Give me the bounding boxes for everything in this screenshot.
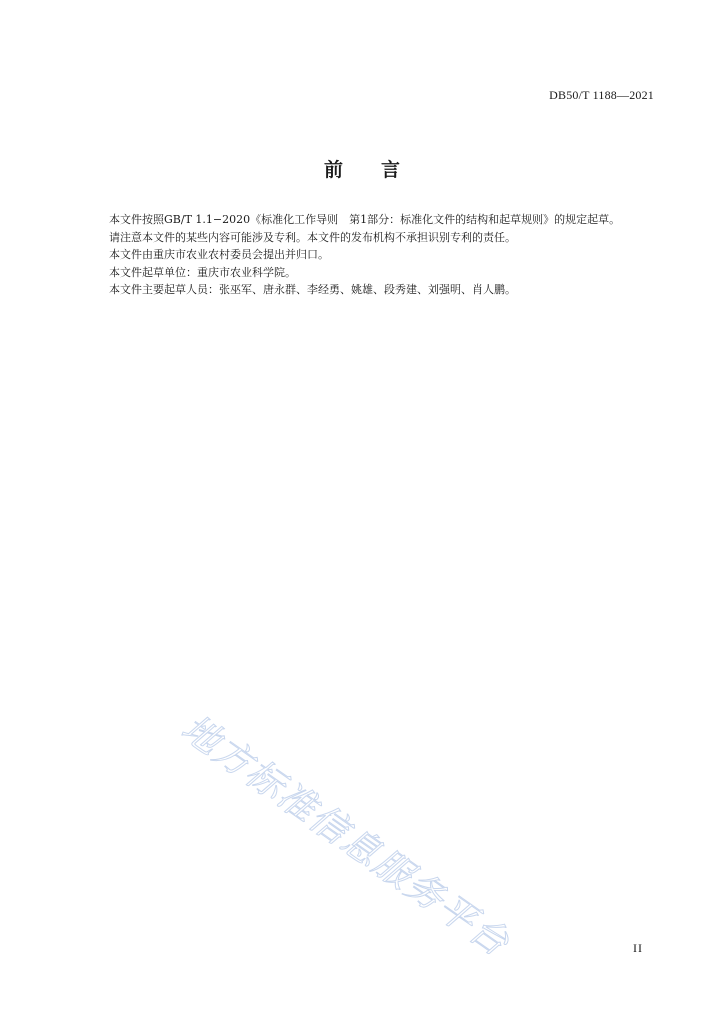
title-char-2: 言: [381, 159, 401, 181]
paragraph-standard-basis: 本文件按照GB/T 1.1−2020《标准化工作导则 第1部分：标准化文件的结构和起草规则》的规定起草。: [109, 213, 621, 226]
paragraph-patent-notice: 请注意本文件的某些内容可能涉及专利。本文件的发布机构不承担识别专利的责任。: [109, 230, 516, 244]
section-title: [0, 155, 724, 182]
watermark: 地方标准信息服务平台: [173, 706, 518, 966]
document-code: DB50/T 1188—2021: [549, 88, 654, 102]
title-char-1: 前: [323, 159, 343, 181]
foreword-body: [81, 211, 657, 299]
paragraph-drafting-unit: 本文件起草单位：重庆市农业科学院。: [109, 265, 296, 279]
paragraph-proposer: 本文件由重庆市农业农村委员会提出并归口。: [109, 248, 329, 261]
paragraph-drafters: 本文件主要起草人员：张巫军、唐永群、李经勇、姚雄、段秀建、刘强明、肖人鹏。: [109, 283, 516, 296]
page-number: II: [633, 941, 643, 955]
